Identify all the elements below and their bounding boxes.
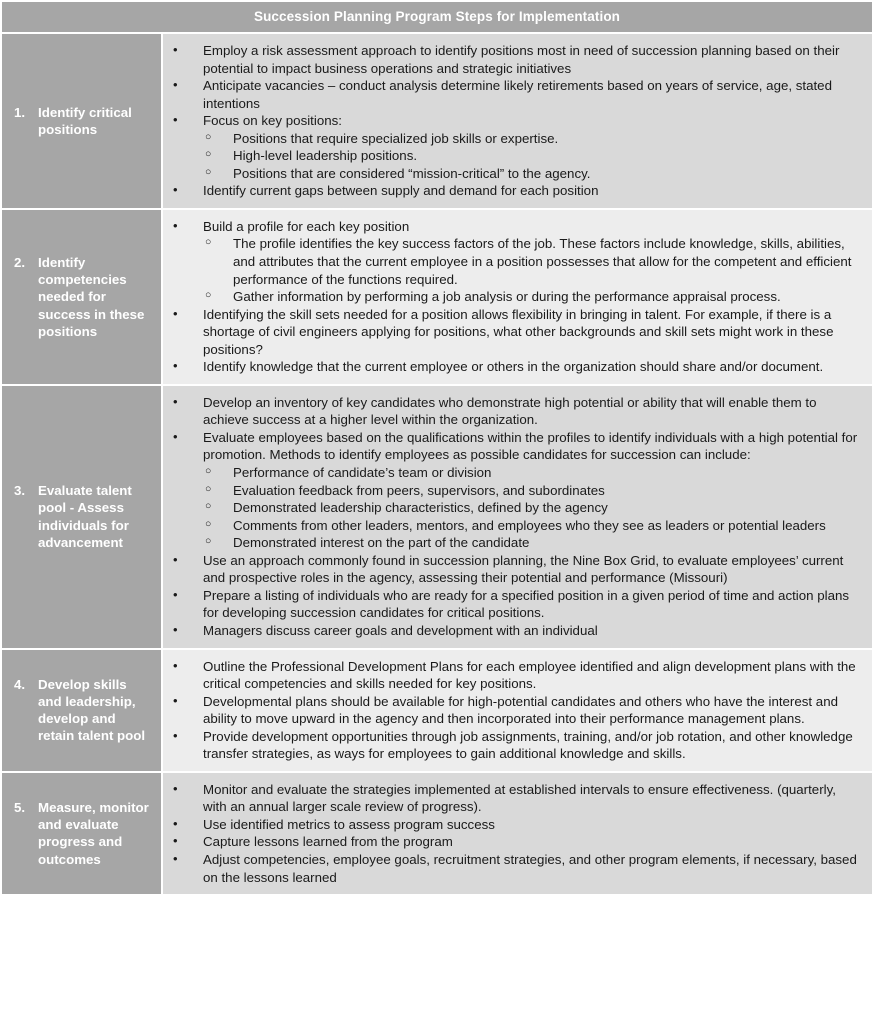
sub-list-item bbox=[233, 517, 862, 535]
list-item bbox=[203, 833, 862, 851]
step-content-1 bbox=[163, 34, 874, 210]
step-cell-2 bbox=[0, 210, 163, 386]
list-item bbox=[203, 77, 862, 112]
list-item-text: • Managers discuss career goals and development with an individual bbox=[203, 622, 862, 640]
step-number: 2. bbox=[14, 254, 26, 270]
list-item bbox=[203, 394, 862, 429]
table-row bbox=[0, 210, 874, 386]
bullet-list bbox=[167, 658, 862, 763]
list-item-text: • Develop an inventory of key candidates who demonstrate high potential or ability that will enable them to achieve success at a higher level within the organization. bbox=[203, 394, 862, 429]
page-title: Succession Planning Program Steps for Implementation bbox=[0, 0, 874, 34]
list-item-text: • Identify knowledge that the current employee or others in the organization should share and/or document. bbox=[203, 358, 862, 376]
list-item bbox=[203, 552, 862, 587]
step-label: Identify critical positions bbox=[38, 104, 132, 137]
step-number: 4. bbox=[14, 676, 26, 692]
sub-list-item-text: ○ Gather information by performing a job analysis or during the performance appraisal process. bbox=[233, 289, 781, 304]
sub-list-item-text: ○ Positions that are considered “mission-critical” to the agency. bbox=[233, 166, 590, 181]
sub-list-item bbox=[233, 147, 862, 165]
list-item-text: • Capture lessons learned from the program bbox=[203, 833, 862, 851]
table-row bbox=[0, 34, 874, 210]
list-item-text: • Identifying the skill sets needed for a position allows flexibility in bringing in talent. For example, if there is a shortage of civil engineers applying for positions, what other backgrounds and skill sets might work in these positions? bbox=[203, 306, 862, 359]
bullet-list bbox=[167, 781, 862, 886]
sub-list-item bbox=[233, 534, 862, 552]
step-cell-3 bbox=[0, 386, 163, 650]
step-number: 3. bbox=[14, 483, 26, 499]
sub-list-item-text: ○ Comments from other leaders, mentors, and employees who they see as leaders or potential leaders bbox=[233, 518, 826, 533]
bullet-list bbox=[167, 218, 862, 376]
bullet-list bbox=[167, 42, 862, 200]
list-item-text: • Developmental plans should be available for high-potential candidates and others who have the interest and ability to move upward in the agency and then incorporated into their performance management plans. bbox=[203, 693, 862, 728]
step-inner bbox=[8, 104, 153, 139]
list-item bbox=[203, 816, 862, 834]
step-inner bbox=[8, 799, 153, 868]
list-item bbox=[203, 658, 862, 693]
list-item-text: • Adjust competencies, employee goals, recruitment strategies, and other program elements, if necessary, based on the lessons learned bbox=[203, 851, 862, 886]
list-item-text: • Anticipate vacancies – conduct analysis determine likely retirements based on years of service, age, stated intentions bbox=[203, 77, 862, 112]
table-row bbox=[0, 773, 874, 896]
list-item bbox=[203, 42, 862, 77]
step-label: Identify competencies needed for success in these positions bbox=[38, 254, 145, 339]
step-inner bbox=[8, 482, 153, 551]
sub-bullet-list bbox=[203, 464, 862, 552]
sub-list-item bbox=[233, 499, 862, 517]
list-item bbox=[203, 306, 862, 359]
sub-list-item-text: ○ Demonstrated interest on the part of the candidate bbox=[233, 535, 529, 550]
step-label: Measure, monitor and evaluate progress and outcomes bbox=[38, 799, 149, 867]
list-item-text: • Provide development opportunities through job assignments, training, and/or job rotation, and other knowledge transfer strategies, as ways for employees to gain additional knowledge and skills. bbox=[203, 728, 862, 763]
sub-bullet-list bbox=[203, 130, 862, 183]
list-item bbox=[203, 358, 862, 376]
step-cell-4 bbox=[0, 650, 163, 773]
list-item bbox=[203, 728, 862, 763]
step-content-4 bbox=[163, 650, 874, 773]
sub-list-item bbox=[233, 464, 862, 482]
list-item-text: • Prepare a listing of individuals who are ready for a specified position in a given period of time and action plans for developing succession candidates for critical positions. bbox=[203, 587, 862, 622]
list-item-text: • Identify current gaps between supply and demand for each position bbox=[203, 182, 862, 200]
step-label: Develop skills and leadership, develop and retain talent pool bbox=[38, 676, 146, 744]
list-item-text: • Focus on key positions: bbox=[203, 112, 862, 130]
sub-list-item bbox=[233, 130, 862, 148]
list-item bbox=[203, 218, 862, 306]
list-item-text: • Use identified metrics to assess program success bbox=[203, 816, 862, 834]
list-item bbox=[203, 112, 862, 182]
step-content-2 bbox=[163, 210, 874, 386]
list-item bbox=[203, 429, 862, 552]
step-content-3 bbox=[163, 386, 874, 650]
table-header-row bbox=[0, 0, 874, 34]
sub-bullet-list bbox=[203, 235, 862, 305]
step-number: 5. bbox=[14, 799, 26, 815]
list-item-text: • Evaluate employees based on the qualifications within the profiles to identify individuals with a high potential for promotion. Methods to identify employees as possible candidates for succession can include: bbox=[203, 429, 862, 464]
sub-list-item bbox=[233, 165, 862, 183]
list-item-text: • Outline the Professional Development Plans for each employee identified and align development plans with the critical competencies and skills needed for key positions. bbox=[203, 658, 862, 693]
list-item-text: • Build a profile for each key position bbox=[203, 218, 862, 236]
list-item-text: • Monitor and evaluate the strategies implemented at established intervals to ensure effectiveness. (quarterly, with an annual larger scale review of progress). bbox=[203, 781, 862, 816]
sub-list-item-text: ○ The profile identifies the key success factors of the job. These factors include knowledge, skills, abilities, and attributes that the current employee in a position possesses that allow for the competent and efficient performance of the functions required. bbox=[233, 236, 851, 286]
list-item bbox=[203, 781, 862, 816]
table-row bbox=[0, 386, 874, 650]
table-row bbox=[0, 650, 874, 773]
list-item-text: • Use an approach commonly found in succession planning, the Nine Box Grid, to evaluate employees’ current and prospective roles in the agency, assessing their potential and performance (Missouri) bbox=[203, 552, 862, 587]
sub-list-item-text: ○ Performance of candidate’s team or division bbox=[233, 465, 491, 480]
list-item bbox=[203, 587, 862, 622]
sub-list-item-text: ○ Demonstrated leadership characteristics, defined by the agency bbox=[233, 500, 608, 515]
sub-list-item bbox=[233, 235, 862, 288]
sub-list-item-text: ○ Positions that require specialized job skills or expertise. bbox=[233, 131, 558, 146]
step-number: 1. bbox=[14, 104, 26, 120]
sub-list-item-text: ○ High-level leadership positions. bbox=[233, 148, 417, 163]
list-item bbox=[203, 693, 862, 728]
list-item-text: • Employ a risk assessment approach to identify positions most in need of succession planning based on their potential to impact business operations and strategic initiatives bbox=[203, 42, 862, 77]
sub-list-item bbox=[233, 482, 862, 500]
list-item bbox=[203, 851, 862, 886]
list-item bbox=[203, 622, 862, 640]
step-cell-1 bbox=[0, 34, 163, 210]
step-inner bbox=[8, 254, 153, 340]
step-content-5 bbox=[163, 773, 874, 896]
bullet-list bbox=[167, 394, 862, 640]
sub-list-item-text: ○ Evaluation feedback from peers, supervisors, and subordinates bbox=[233, 483, 605, 498]
list-item bbox=[203, 182, 862, 200]
sub-list-item bbox=[233, 288, 862, 306]
step-inner bbox=[8, 676, 153, 745]
step-label: Evaluate talent pool - Assess individuals for advancement bbox=[38, 483, 132, 550]
step-cell-5 bbox=[0, 773, 163, 896]
